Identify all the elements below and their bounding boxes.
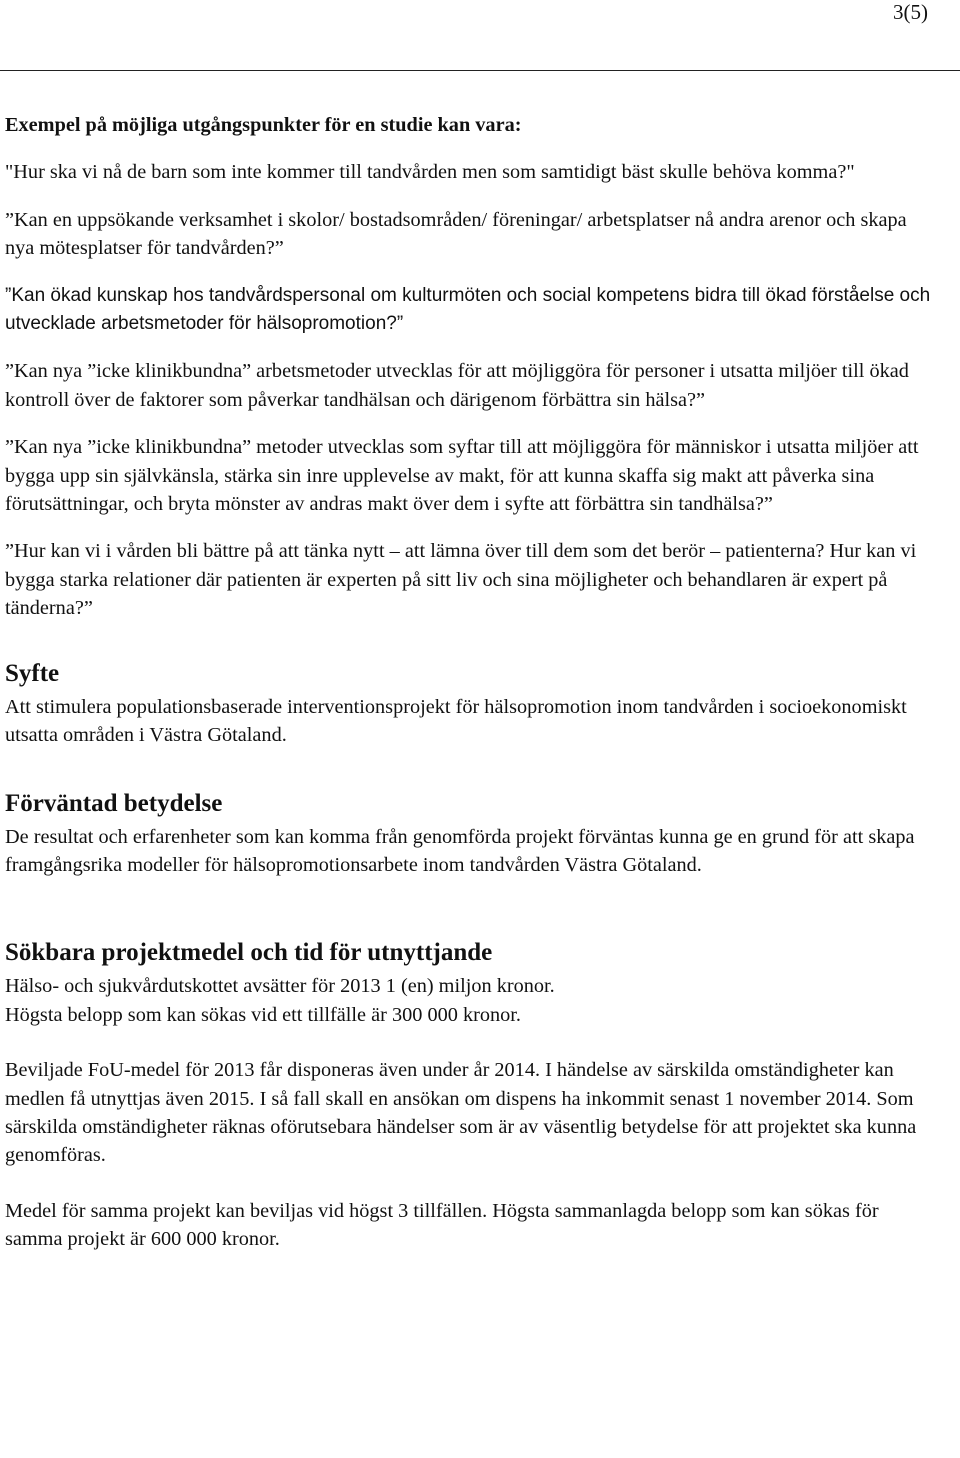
- question-uppsokande: ”Kan en uppsökande verksamhet i skolor/ bostadsområden/ föreningar/ arbetsplatser nå andra arenor och skapa nya mötesplatser för tandvården?”: [5, 208, 907, 260]
- section-heading-syfte: Syfte: [5, 659, 60, 687]
- projektmedel-paragraph-dispens: Beviljade FoU-medel för 2013 får disponeras även under år 2014. I händelse av särskilda omständigheter kan medlen få utnyttjas även 2015. I så fall skall en ansökan om dispens ha inkommit senast 1 november 2014. Som särskilda omständigheter räknas oförutsebara händelser som är av väsentlig betydelse för att projektet ska kunna genomföras.: [5, 1059, 917, 1167]
- projektmedel-line-1: Hälso- och sjukvårdutskottet avsätter för 2013 1 (en) miljon kronor.: [5, 975, 555, 998]
- section-text-betydelse: De resultat och erfarenheter som kan komma från genomförda projekt förväntas kunna ge en grund för att skapa framgångsrika modeller för hälsopromotionsarbete inom tandvården Västra Götaland.: [5, 825, 915, 876]
- intro-heading: Exempel på möjliga utgångspunkter för en studie kan vara:: [5, 114, 522, 136]
- section-heading-projektmedel: Sökbara projektmedel och tid för utnyttjande: [5, 939, 493, 967]
- question-varden: ”Hur kan vi i vården bli bättre på att tänka nytt – att lämna över till dem som det berör – patienterna? Hur kan vi bygga starka relationer där patienten är experten på sitt liv och sina möjligheter och behandlaren är expert på tänderna?”: [5, 540, 917, 620]
- projektmedel-line-2: Högsta belopp som kan sökas vid ett tillfälle är 300 000 kronor.: [5, 1003, 521, 1026]
- question-barn: "Hur ska vi nå de barn som inte kommer till tandvården men som samtidigt bäst skulle behöva komma?": [5, 161, 855, 184]
- question-kunskap: ”Kan ökad kunskap hos tandvårdspersonal om kulturmöten och social kompetens bidra till ökad förståelse och utvecklade arbetsmetoder för hälsopromotion?”: [5, 284, 931, 335]
- page-number: 3(5): [893, 0, 928, 24]
- header-rule: [0, 70, 960, 71]
- question-metoder: ”Kan nya ”icke klinikbundna” metoder utvecklas som syftar till att möjliggöra för människor i utsatta miljöer att bygga upp sin självkänsla, stärka sin inre upplevelse av makt, för att kunna skaffa sig makt att påverka sina förutsättningar, och bryta mönster av andras makt över dem i syfte att förbättra sin tandhälsa?”: [5, 436, 919, 516]
- section-heading-betydelse: Förväntad betydelse: [5, 789, 223, 817]
- projektmedel-paragraph-tillfallen: Medel för samma projekt kan beviljas vid högst 3 tillfällen. Högsta sammanlagda belopp som kan sökas för samma projekt är 600 000 kronor.: [5, 1199, 879, 1251]
- section-text-syfte: Att stimulera populationsbaserade interventionsprojekt för hälsopromotion inom tandvården i socioekonomiskt utsatta områden i Västra Götaland.: [5, 695, 907, 747]
- question-arbetsmetoder: ”Kan nya ”icke klinikbundna” arbetsmetoder utvecklas för att möjliggöra för personer i utsatta miljöer till ökad kontroll över de faktorer som påverkar tandhälsan och därigenom förbättra sin hälsa?”: [5, 360, 909, 411]
- document-body: [5, 111, 935, 1254]
